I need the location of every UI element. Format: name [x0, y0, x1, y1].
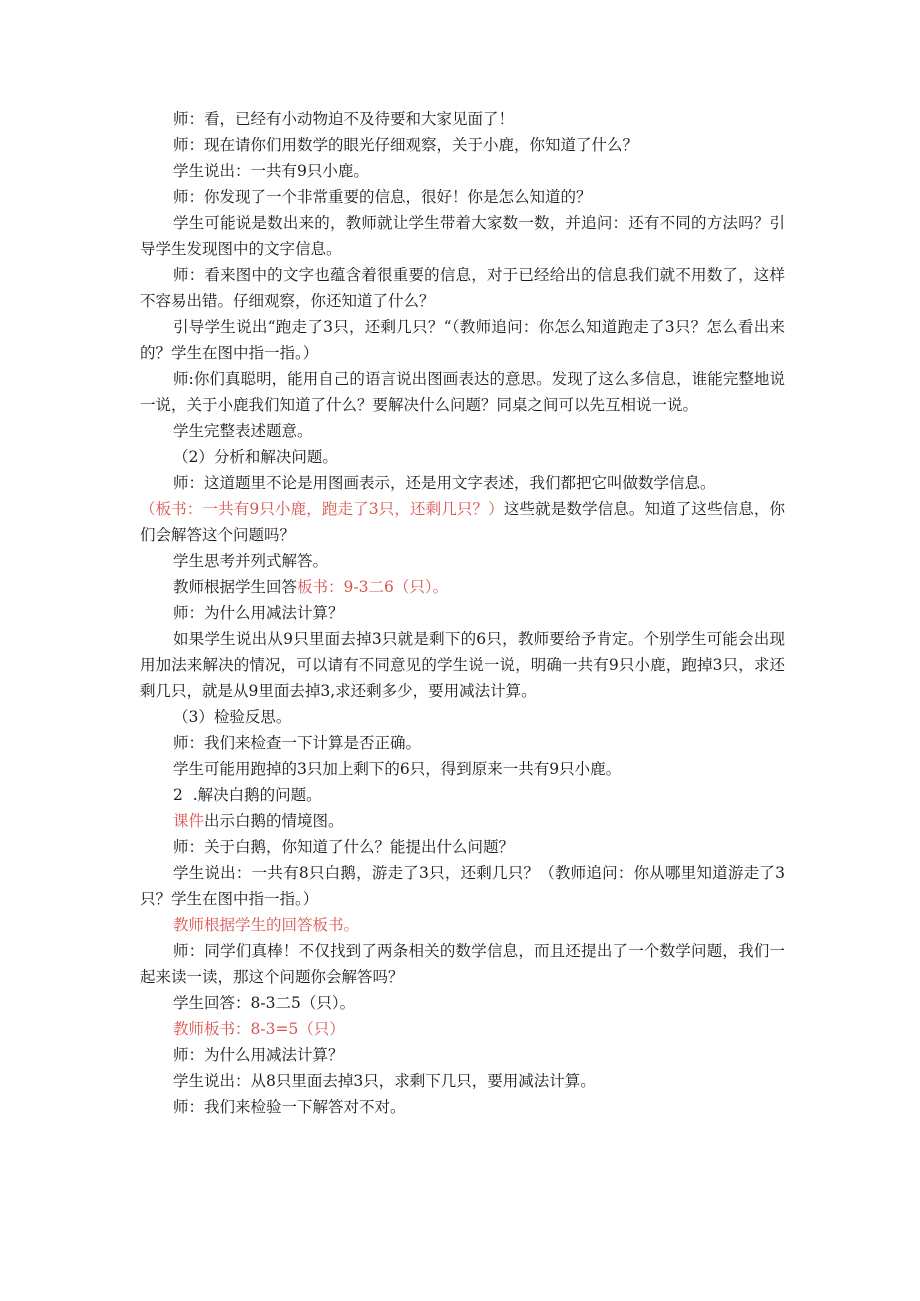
- paragraph-text: 教师根据学生回答: [173, 578, 298, 596]
- paragraph-text: （2）分析和解决问题。: [173, 448, 338, 466]
- paragraph: [140, 184, 785, 210]
- paragraph-text: 师：我们来检查一下计算是否正确。: [173, 734, 422, 752]
- paragraph: [140, 808, 785, 834]
- paragraph-text: 师：看来图中的文字也蕴含着很重要的信息，对于已经给出的信息我们就不用数了，这样不容易出错。仔细观察，你还知道了什么？: [140, 266, 785, 310]
- paragraph: [140, 444, 785, 470]
- paragraph-text: 这些就是数学信息。知道了这些信息，你们会解答这个问题吗？: [140, 500, 785, 544]
- paragraph-text: 学生思考并列式解答。: [173, 552, 329, 570]
- paragraph: [140, 418, 785, 444]
- paragraph-text: 师：同学们真棒！不仅找到了两条相关的数学信息，而且还提出了一个数学问题，我们一起来读一读，那这个问题你会解答吗？: [140, 942, 785, 986]
- paragraph: [140, 1042, 785, 1068]
- paragraph: [140, 262, 785, 314]
- paragraph-text: 师：你发现了一个非常重要的信息，很好！你是怎么知道的？: [173, 188, 592, 206]
- paragraph: [140, 106, 785, 132]
- paragraph-text: 师：为什么用减法计算？: [173, 1046, 344, 1064]
- highlight-text: 课件: [173, 812, 205, 830]
- highlight-text: （板书：一共有9只小鹿，跑走了3只，还剩几只？）: [140, 500, 504, 518]
- paragraph-text: 师：为什么用减法计算？: [173, 604, 344, 622]
- paragraph-text: （3）检验反思。: [173, 708, 292, 726]
- paragraph: [140, 834, 785, 860]
- paragraph: [140, 210, 785, 262]
- paragraph-text: 学生说出：一共有8只白鹅，游走了3只，还剩几只？（教师追问：你从哪里知道游走了3只？学生在图中指一指。）: [140, 864, 785, 908]
- paragraph-text: 学生可能说是数出来的，教师就让学生带着大家数一数，并追问：还有不同的方法吗？引导学生发现图中的文字信息。: [140, 214, 785, 258]
- highlight-text: 教师根据学生的回答板书。: [173, 916, 360, 934]
- paragraph-text: 出示白鹅的情境图。: [204, 812, 344, 830]
- paragraph-text: 如果学生说出从9只里面去掉3只就是剩下的6只，教师要给予肯定。个别学生可能会出现用加法来解决的情况，可以请有不同意见的学生说一说，明确一共有9只小鹿，跑掉3只，求还剩几只，就是从9里面去掉3,求还剩多少，要用减法计算。: [140, 630, 785, 700]
- paragraph: [140, 756, 785, 782]
- paragraph-text: 师：现在请你们用数学的眼光仔细观察，关于小鹿，你知道了什么？: [173, 136, 639, 154]
- paragraph-text: 引导学生说出“跑走了3只，还剩几只？“（教师追问：你怎么知道跑走了3只？怎么看出来的？学生在图中指一指。）: [140, 318, 785, 362]
- paragraph: [140, 132, 785, 158]
- paragraph-text: 学生完整表述题意。: [173, 422, 313, 440]
- paragraph: [140, 704, 785, 730]
- paragraph: [140, 860, 785, 912]
- paragraph-text: 师：看，已经有小动物迫不及待要和大家见面了！: [173, 110, 515, 128]
- paragraph: [140, 496, 785, 548]
- paragraph: [140, 730, 785, 756]
- highlight-text: 板书：9-3二6（只）。: [297, 578, 449, 596]
- paragraph: [140, 912, 785, 938]
- paragraph: [140, 626, 785, 704]
- paragraph-text: 学生可能用跑掉的3只加上剩下的6只，得到原来一共有9只小鹿。: [173, 760, 622, 778]
- paragraph-text: 师:你们真聪明，能用自己的语言说出图画表达的意思。发现了这么多信息，谁能完整地说一说，关于小鹿我们知道了什么？要解决什么问题？同桌之间可以先互相说一说。: [140, 370, 785, 414]
- paragraph-text: 师：关于白鹅，你知道了什么？能提出什么问题？: [173, 838, 515, 856]
- paragraph: [140, 470, 785, 496]
- paragraph-text: 学生说出：从8只里面去掉3只，求剩下几只，要用减法计算。: [173, 1072, 596, 1090]
- paragraph: [140, 548, 785, 574]
- paragraph: [140, 574, 785, 600]
- paragraph: [140, 1068, 785, 1094]
- paragraph-text: 2 .解决白鹅的问题。: [173, 786, 322, 804]
- paragraph: [140, 782, 785, 808]
- paragraph-text: 师：我们来检验一下解答对不对。: [173, 1098, 406, 1116]
- highlight-text: 教师板书：8-3=5（只）: [173, 1020, 345, 1038]
- paragraph: [140, 1094, 785, 1120]
- paragraph-text: 学生回答：8-3二5（只）。: [173, 994, 356, 1012]
- paragraph: [140, 366, 785, 418]
- document-body: [140, 106, 785, 1120]
- paragraph-text: 师：这道题里不论是用图画表示，还是用文字表述，我们都把它叫做数学信息。: [173, 474, 716, 492]
- paragraph: [140, 158, 785, 184]
- paragraph: [140, 938, 785, 990]
- paragraph: [140, 1016, 785, 1042]
- paragraph-text: 学生说出：一共有9只小鹿。: [173, 162, 369, 180]
- paragraph: [140, 990, 785, 1016]
- paragraph: [140, 600, 785, 626]
- paragraph: [140, 314, 785, 366]
